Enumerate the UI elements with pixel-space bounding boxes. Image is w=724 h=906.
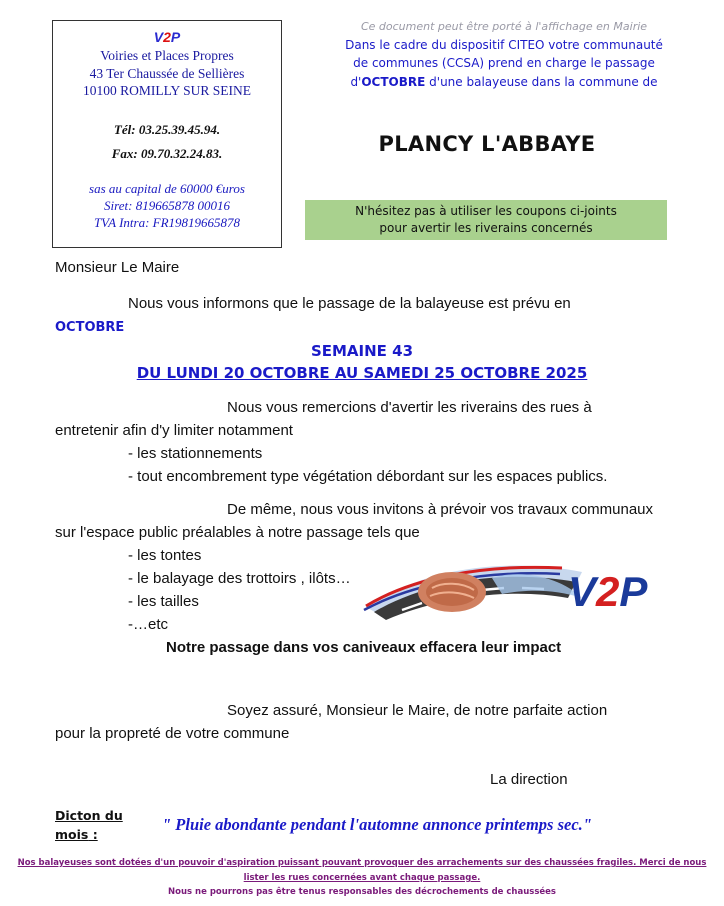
company-info-box [52, 20, 282, 248]
company-phone: Tél: 03.25.39.45.94. [113, 122, 221, 137]
works-line-2: sur l'espace public préalables à notre passage tels que [55, 524, 420, 541]
footer-disclaimer: Nous ne pourrons pas être tenus responsables des décrochements de chaussées [168, 887, 556, 897]
list-item-pruning: - les tailles [128, 593, 199, 610]
company-brand: V2P [153, 29, 181, 45]
list-item-vegetation: - tout encombrement type végétation débordant sur les espaces publics. [128, 468, 608, 485]
week-number: SEMAINE 43 [310, 342, 414, 360]
header-line-1: Dans le cadre du dispositif CITEO votre communauté [345, 38, 663, 52]
commune-name: PLANCY L'ABBAYE [378, 132, 596, 156]
list-item-parking: - les stationnements [128, 445, 263, 462]
header-month: OCTOBRE [361, 75, 426, 89]
works-line-1: De même, nous vous invitons à prévoir vos travaux communaux [227, 501, 654, 518]
logo-text: V2P [568, 568, 648, 615]
closing-line-2: pour la propreté de votre commune [55, 725, 290, 742]
company-address-street: 43 Ter Chaussée de Sellières [89, 66, 245, 81]
list-item-sweeping: - le balayage des trottoirs , ilôts… [128, 570, 351, 587]
coupon-notice-line-1: N'hésitez pas à utiliser les coupons ci-joints [355, 204, 617, 218]
thanks-line-1: Nous vous remercions d'avertir les riverains des rues à [227, 399, 592, 416]
month-label: OCTOBRE [55, 320, 125, 335]
company-tva: TVA Intra: FR19819665878 [93, 215, 241, 230]
thanks-line-2: entretenir afin d'y limiter notamment [55, 422, 293, 439]
company-siret: Siret: 819665878 00016 [104, 198, 230, 213]
v2p-logo [362, 548, 652, 632]
coupon-notice-line-2: pour avertir les riverains concernés [379, 221, 593, 235]
company-name: Voiries et Places Propres [100, 48, 234, 63]
impact-statement: Notre passage dans vos caniveaux effacera leur impact [166, 639, 562, 656]
company-fax: Fax: 09.70.32.24.83. [111, 146, 223, 161]
company-address-city: 10100 ROMILLY SUR SEINE [82, 83, 252, 98]
header-line-2: de communes (CCSA) prend en charge le passage [353, 56, 655, 70]
week-dates: DU LUNDI 20 OCTOBRE AU SAMEDI 25 OCTOBRE 2025 [136, 364, 588, 382]
proverb-label: Dicton du mois : [55, 808, 123, 842]
salutation: Monsieur Le Maire [55, 259, 180, 276]
display-notice: Ce document peut être porté à l'affichage en Mairie [360, 20, 648, 33]
list-item-mowing: - les tontes [128, 547, 202, 564]
footer-warning-line-1: Nos balayeuses sont dotées d'un pouvoir d'aspiration puissant pouvant provoquer des arrachements sur des chaussées fragiles. Merci de nous [17, 858, 707, 868]
company-capital: sas au capital de 60000 €uros [89, 181, 245, 196]
header-line-3: d'OCTOBRE d'une balayeuse dans la commune de [350, 75, 658, 89]
list-item-etc: -…etc [128, 616, 169, 633]
signature: La direction [490, 771, 568, 788]
closing-line-1: Soyez assuré, Monsieur le Maire, de notre parfaite action [227, 702, 608, 719]
coupon-notice-box [305, 200, 667, 240]
intro-text: Nous vous informons que le passage de la balayeuse est prévu en [128, 295, 571, 312]
proverb-text: " Pluie abondante pendant l'automne annonce printemps sec." [162, 815, 592, 834]
footer-warning-line-2: lister les rues concernées avant chaque passage. [243, 873, 481, 883]
